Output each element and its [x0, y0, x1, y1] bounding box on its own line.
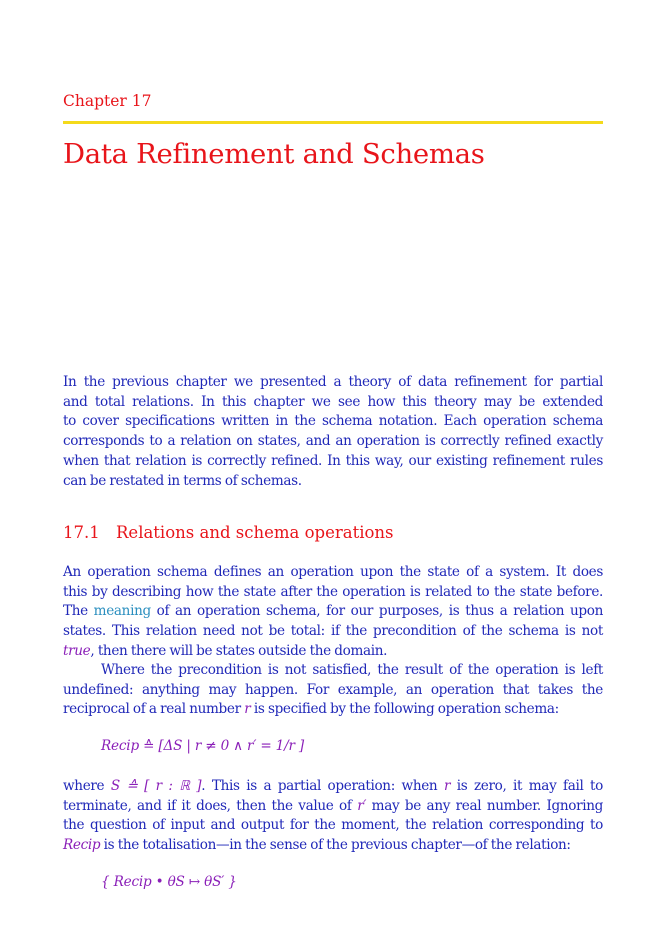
- math-var: r: [244, 701, 251, 718]
- schema-body: [ΔS | r ≠ 0 ∧ r′ = 1/r ]: [158, 738, 304, 754]
- math-var: r′: [357, 797, 367, 814]
- body-line: The meaning of an operation schema, for our purposes, is thus a relation upon: [63, 603, 603, 620]
- section-number: 17.1: [63, 523, 100, 542]
- body-line: states. This relation need not be total: if the precondition of the schema is not: [63, 623, 603, 640]
- chapter-title: Data Refinement and Schemas: [63, 138, 485, 170]
- intro-line: and total relations. In this chapter we see how this theory may be extended: [63, 393, 603, 410]
- body-line: this by describing how the state after the operation is related to the state before.: [63, 583, 603, 600]
- intro-line: to cover specifications written in the schema notation. Each operation schema: [63, 413, 603, 430]
- body-line: reciprocal of a real number r is specified by the following operation schema:: [63, 701, 559, 718]
- intro-paragraph: [63, 373, 603, 491]
- body-paragraph-2: [63, 661, 603, 720]
- body-line: true, then there will be states outside the domain.: [63, 642, 388, 659]
- intro-line: In the previous chapter we presented a theory of data refinement for partial: [63, 374, 603, 390]
- chapter-label: Chapter 17: [63, 92, 152, 110]
- defeq-symbol: ≙: [138, 738, 159, 754]
- math-var: Recip: [63, 837, 101, 854]
- section-title: Relations and schema operations: [116, 523, 394, 542]
- schema-name: Recip: [101, 738, 139, 754]
- body-paragraph-1: [63, 563, 603, 662]
- body-line: Where the precondition is not satisfied, the result of the operation is left: [101, 662, 603, 678]
- body-line: the question of input and output for the moment, the relation corresponding to: [63, 817, 603, 834]
- body-line: An operation schema defines an operation upon the state of a system. It does: [63, 564, 603, 580]
- intro-line: corresponds to a relation on states, and an operation is correctly refined exactly: [63, 433, 603, 450]
- math-var: r: [443, 778, 451, 794]
- math-expr: S ≙ [ r : ℝ ]: [110, 778, 202, 794]
- body-line: where S ≙ [ r : ℝ ]. This is a partial operation: when r is zero, it may fail to: [63, 778, 604, 794]
- body-line: Recip is the totalisation—in the sense of the previous chapter—of the relation:: [63, 837, 571, 854]
- body-paragraph-3: [63, 777, 603, 856]
- intro-line: when that relation is correctly refined. In this way, our existing refinement rules: [63, 452, 603, 469]
- chapter-rule: [63, 121, 603, 124]
- true-keyword: true: [63, 642, 91, 659]
- meaning-link[interactable]: meaning: [93, 603, 151, 620]
- body-line: terminate, and if it does, then the value of r′ may be any real number. Ignoring: [63, 797, 603, 814]
- relation-expr: { Recip • θS ↦ θS′ }: [101, 874, 237, 890]
- display-equation-recip: [101, 738, 304, 754]
- intro-line: can be restated in terms of schemas.: [63, 472, 302, 489]
- section-heading: [63, 523, 394, 542]
- display-equation-relation: [101, 874, 237, 890]
- body-line: undefined: anything may happen. For example, an operation that takes the: [63, 681, 603, 698]
